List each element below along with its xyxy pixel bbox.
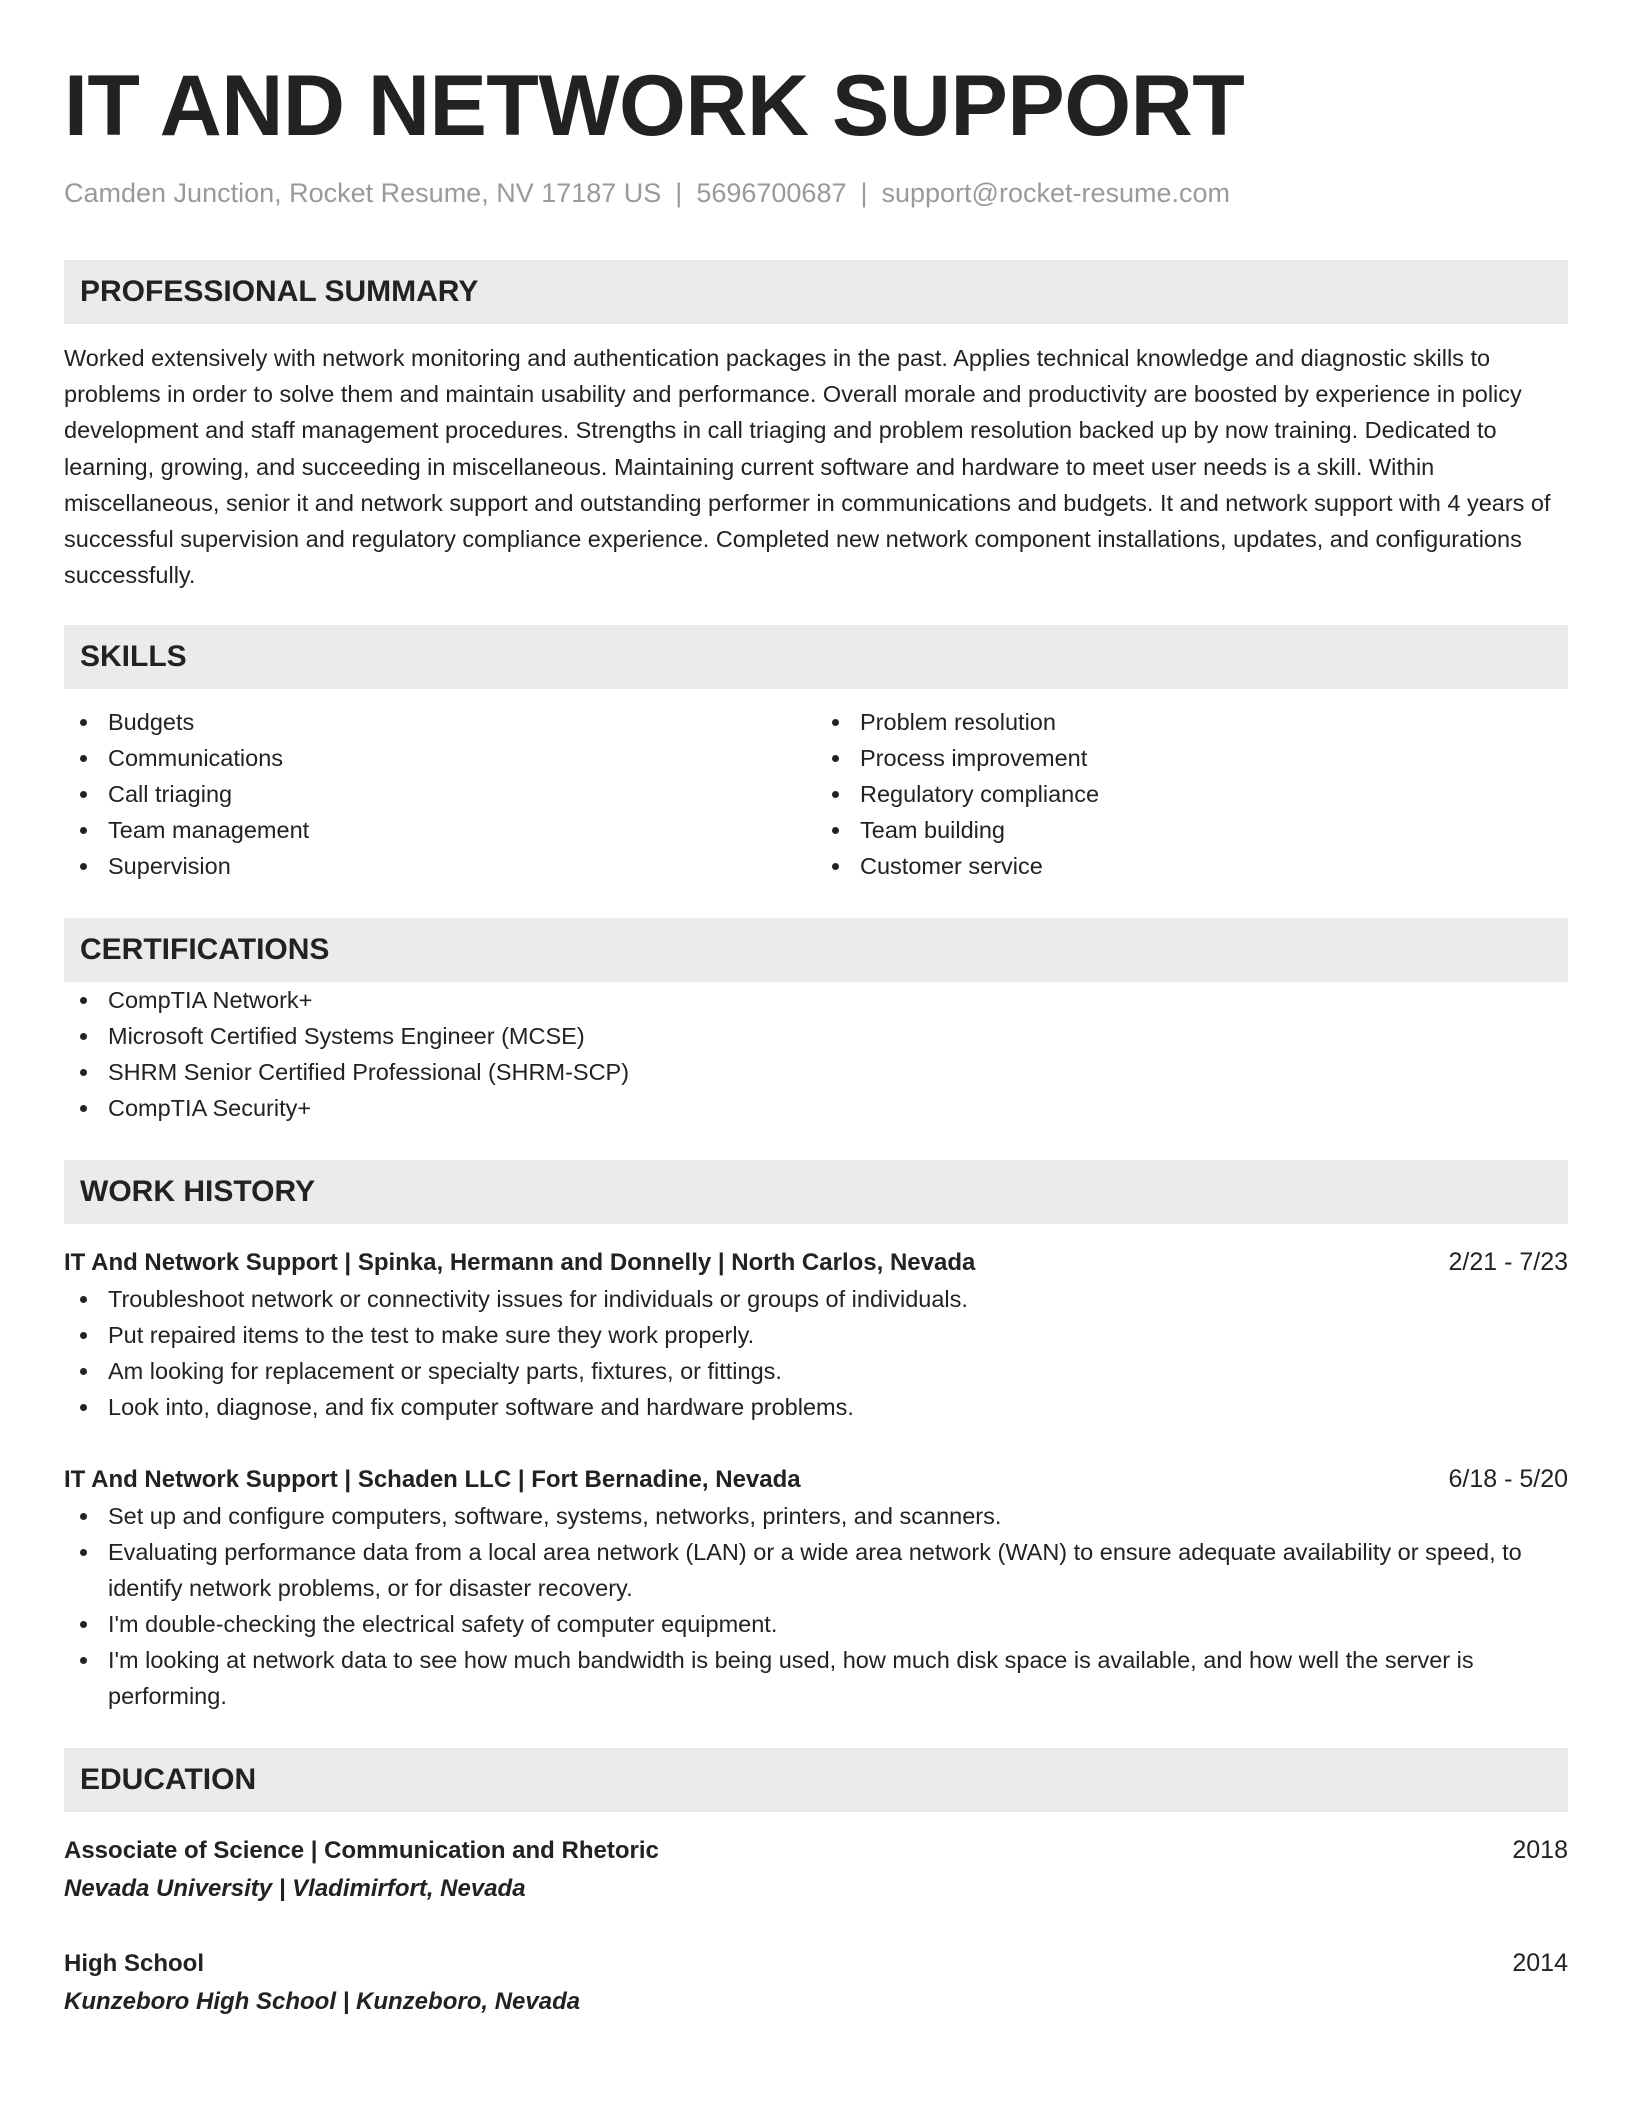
skill-item — [64, 812, 816, 848]
education-section-header — [64, 1748, 1568, 1812]
education-entry — [64, 1945, 1568, 2022]
summary-text: Worked extensively with network monitoring and authentication packages in the past. Applies technical knowledge and diagnostic skills to problems in order to solve them and maintain usability and performance. Overall morale and productivity are boosted by experience in policy development and staff management procedures. Strengths in call triaging and problem resolution backed up by now training. Dedicated to learning, growing, and succeeding in miscellaneous. Maintaining current software and hardware to meet user needs is a skill. Within miscellaneous, senior it and network support and outstanding performer in communications and budgets. It and network support with 4 years of successful supervision and regulatory compliance experience. Completed new network component installations, updates, and configurations successfully. — [64, 345, 1551, 589]
job-duty-item — [64, 1606, 1568, 1642]
skill-item — [816, 776, 1568, 812]
job-duty-item — [64, 1389, 1568, 1425]
certifications-section-header — [64, 918, 1568, 982]
skill-item — [64, 848, 816, 884]
summary-section-header — [64, 260, 1568, 324]
skill-item — [816, 704, 1568, 740]
certification-item — [64, 1018, 1568, 1054]
job-duty-text: I'm looking at network data to see how much bandwidth is being used, how much disk space is available, and how well the server is performing. — [108, 1647, 1474, 1710]
contact-separator: | — [675, 178, 683, 208]
education-degree: High School — [64, 1950, 204, 1978]
resume-name: IT AND NETWORK SUPPORT — [64, 58, 1245, 154]
bullet-icon — [80, 1404, 87, 1411]
job-title: IT And Network Support | Schaden LLC | Fort Bernadine, Nevada — [64, 1466, 801, 1494]
education-school: Kunzeboro High School | Kunzeboro, Nevada — [64, 1988, 581, 2016]
job-dates: 2/21 - 7/23 — [1448, 1248, 1568, 1277]
contact-email: support@rocket-resume.com — [881, 178, 1231, 208]
skills-heading: SKILLS — [80, 640, 187, 674]
job-duty-text: Evaluating performance data from a local area network (LAN) or a wide area network (WAN) to ensure adequate availability or speed, to identify network problems, or for disaster recovery. — [108, 1539, 1522, 1602]
skill-label: Problem resolution — [860, 709, 1056, 736]
certification-label: Microsoft Certified Systems Engineer (MCSE) — [108, 1023, 585, 1050]
bullet-icon — [80, 1549, 87, 1556]
skill-label: Regulatory compliance — [860, 781, 1100, 808]
education-year: 2018 — [1512, 1836, 1568, 1865]
skills-column-left — [64, 704, 816, 884]
bullet-icon — [80, 1657, 87, 1664]
certification-item — [64, 1054, 1568, 1090]
certification-item — [64, 982, 1568, 1018]
skill-item — [64, 776, 816, 812]
bullet-icon — [80, 719, 87, 726]
contact-line — [64, 176, 1568, 210]
job-duty-text: Troubleshoot network or connectivity issues for individuals or groups of individuals. — [108, 1286, 968, 1313]
education-year: 2014 — [1512, 1949, 1568, 1978]
skills-list-left — [64, 704, 816, 884]
skill-label: Supervision — [108, 853, 231, 880]
skill-label: Budgets — [108, 709, 195, 736]
bullet-icon — [80, 827, 87, 834]
certifications-list — [64, 982, 1568, 1126]
summary-heading: PROFESSIONAL SUMMARY — [80, 275, 479, 308]
education-entry — [64, 1832, 1568, 1909]
job-duties-list — [64, 1281, 1568, 1425]
skills-column-right — [816, 704, 1568, 884]
bullet-icon — [80, 997, 87, 1004]
education-degree: Associate of Science | Communication and Rhetoric — [64, 1837, 659, 1865]
certification-label: CompTIA Network+ — [108, 987, 313, 1014]
job-duty-item — [64, 1281, 1568, 1317]
bullet-icon — [832, 863, 839, 870]
work-history-section-header — [64, 1160, 1568, 1224]
job-duty-item — [64, 1642, 1568, 1714]
skill-item — [816, 812, 1568, 848]
skills-list-right — [816, 704, 1568, 884]
bullet-icon — [80, 755, 87, 762]
skill-label: Team management — [108, 817, 310, 844]
contact-phone: 5696700687 — [696, 178, 847, 208]
bullet-icon — [80, 1621, 87, 1628]
job-duties-list — [64, 1498, 1568, 1714]
skill-item — [816, 848, 1568, 884]
skill-label: Team building — [860, 817, 1006, 844]
education-heading: EDUCATION — [80, 1763, 257, 1797]
skill-item — [64, 740, 816, 776]
bullet-icon — [832, 827, 839, 834]
bullet-icon — [80, 1105, 87, 1112]
education-school: Nevada University | Vladimirfort, Nevada — [64, 1875, 526, 1903]
bullet-icon — [80, 863, 87, 870]
certification-label: SHRM Senior Certified Professional (SHRM-SCP) — [108, 1059, 630, 1086]
skill-label: Call triaging — [108, 781, 233, 808]
skills-section-header — [64, 625, 1568, 689]
education-header — [64, 1945, 1568, 1982]
skills-grid — [64, 704, 1568, 884]
bullet-icon — [832, 719, 839, 726]
job-duty-text: Look into, diagnose, and fix computer software and hardware problems. — [108, 1394, 854, 1421]
bullet-icon — [80, 1033, 87, 1040]
contact-separator: | — [860, 178, 868, 208]
job-duty-item — [64, 1498, 1568, 1534]
bullet-icon — [832, 791, 839, 798]
certification-item — [64, 1090, 1568, 1126]
skill-item — [64, 704, 816, 740]
work-history-heading: WORK HISTORY — [80, 1175, 316, 1209]
bullet-icon — [80, 1368, 87, 1375]
job-duty-item — [64, 1317, 1568, 1353]
job-duty-text: Set up and configure computers, software, systems, networks, printers, and scanners. — [108, 1503, 1002, 1530]
bullet-icon — [832, 755, 839, 762]
skill-label: Communications — [108, 745, 284, 772]
job-header — [64, 1244, 1568, 1281]
job-duty-item — [64, 1353, 1568, 1389]
bullet-icon — [80, 1513, 87, 1520]
skill-label: Customer service — [860, 853, 1043, 880]
bullet-icon — [80, 1069, 87, 1076]
bullet-icon — [80, 791, 87, 798]
skill-item — [816, 740, 1568, 776]
job-duty-text: Am looking for replacement or specialty parts, fixtures, or fittings. — [108, 1358, 782, 1385]
certifications-heading: CERTIFICATIONS — [80, 933, 330, 967]
contact-address: Camden Junction, Rocket Resume, NV 17187 US — [64, 178, 662, 208]
job-entry — [64, 1461, 1568, 1714]
job-duty-text: Put repaired items to the test to make sure they work properly. — [108, 1322, 755, 1349]
education-header — [64, 1832, 1568, 1869]
job-title: IT And Network Support | Spinka, Hermann and Donnelly | North Carlos, Nevada — [64, 1249, 976, 1277]
job-header — [64, 1461, 1568, 1498]
skill-label: Process improvement — [860, 745, 1088, 772]
bullet-icon — [80, 1296, 87, 1303]
job-dates: 6/18 - 5/20 — [1448, 1465, 1568, 1494]
job-entry — [64, 1244, 1568, 1425]
certification-label: CompTIA Security+ — [108, 1095, 312, 1122]
job-duty-item — [64, 1534, 1568, 1606]
bullet-icon — [80, 1332, 87, 1339]
job-duty-text: I'm double-checking the electrical safety of computer equipment. — [108, 1611, 778, 1638]
